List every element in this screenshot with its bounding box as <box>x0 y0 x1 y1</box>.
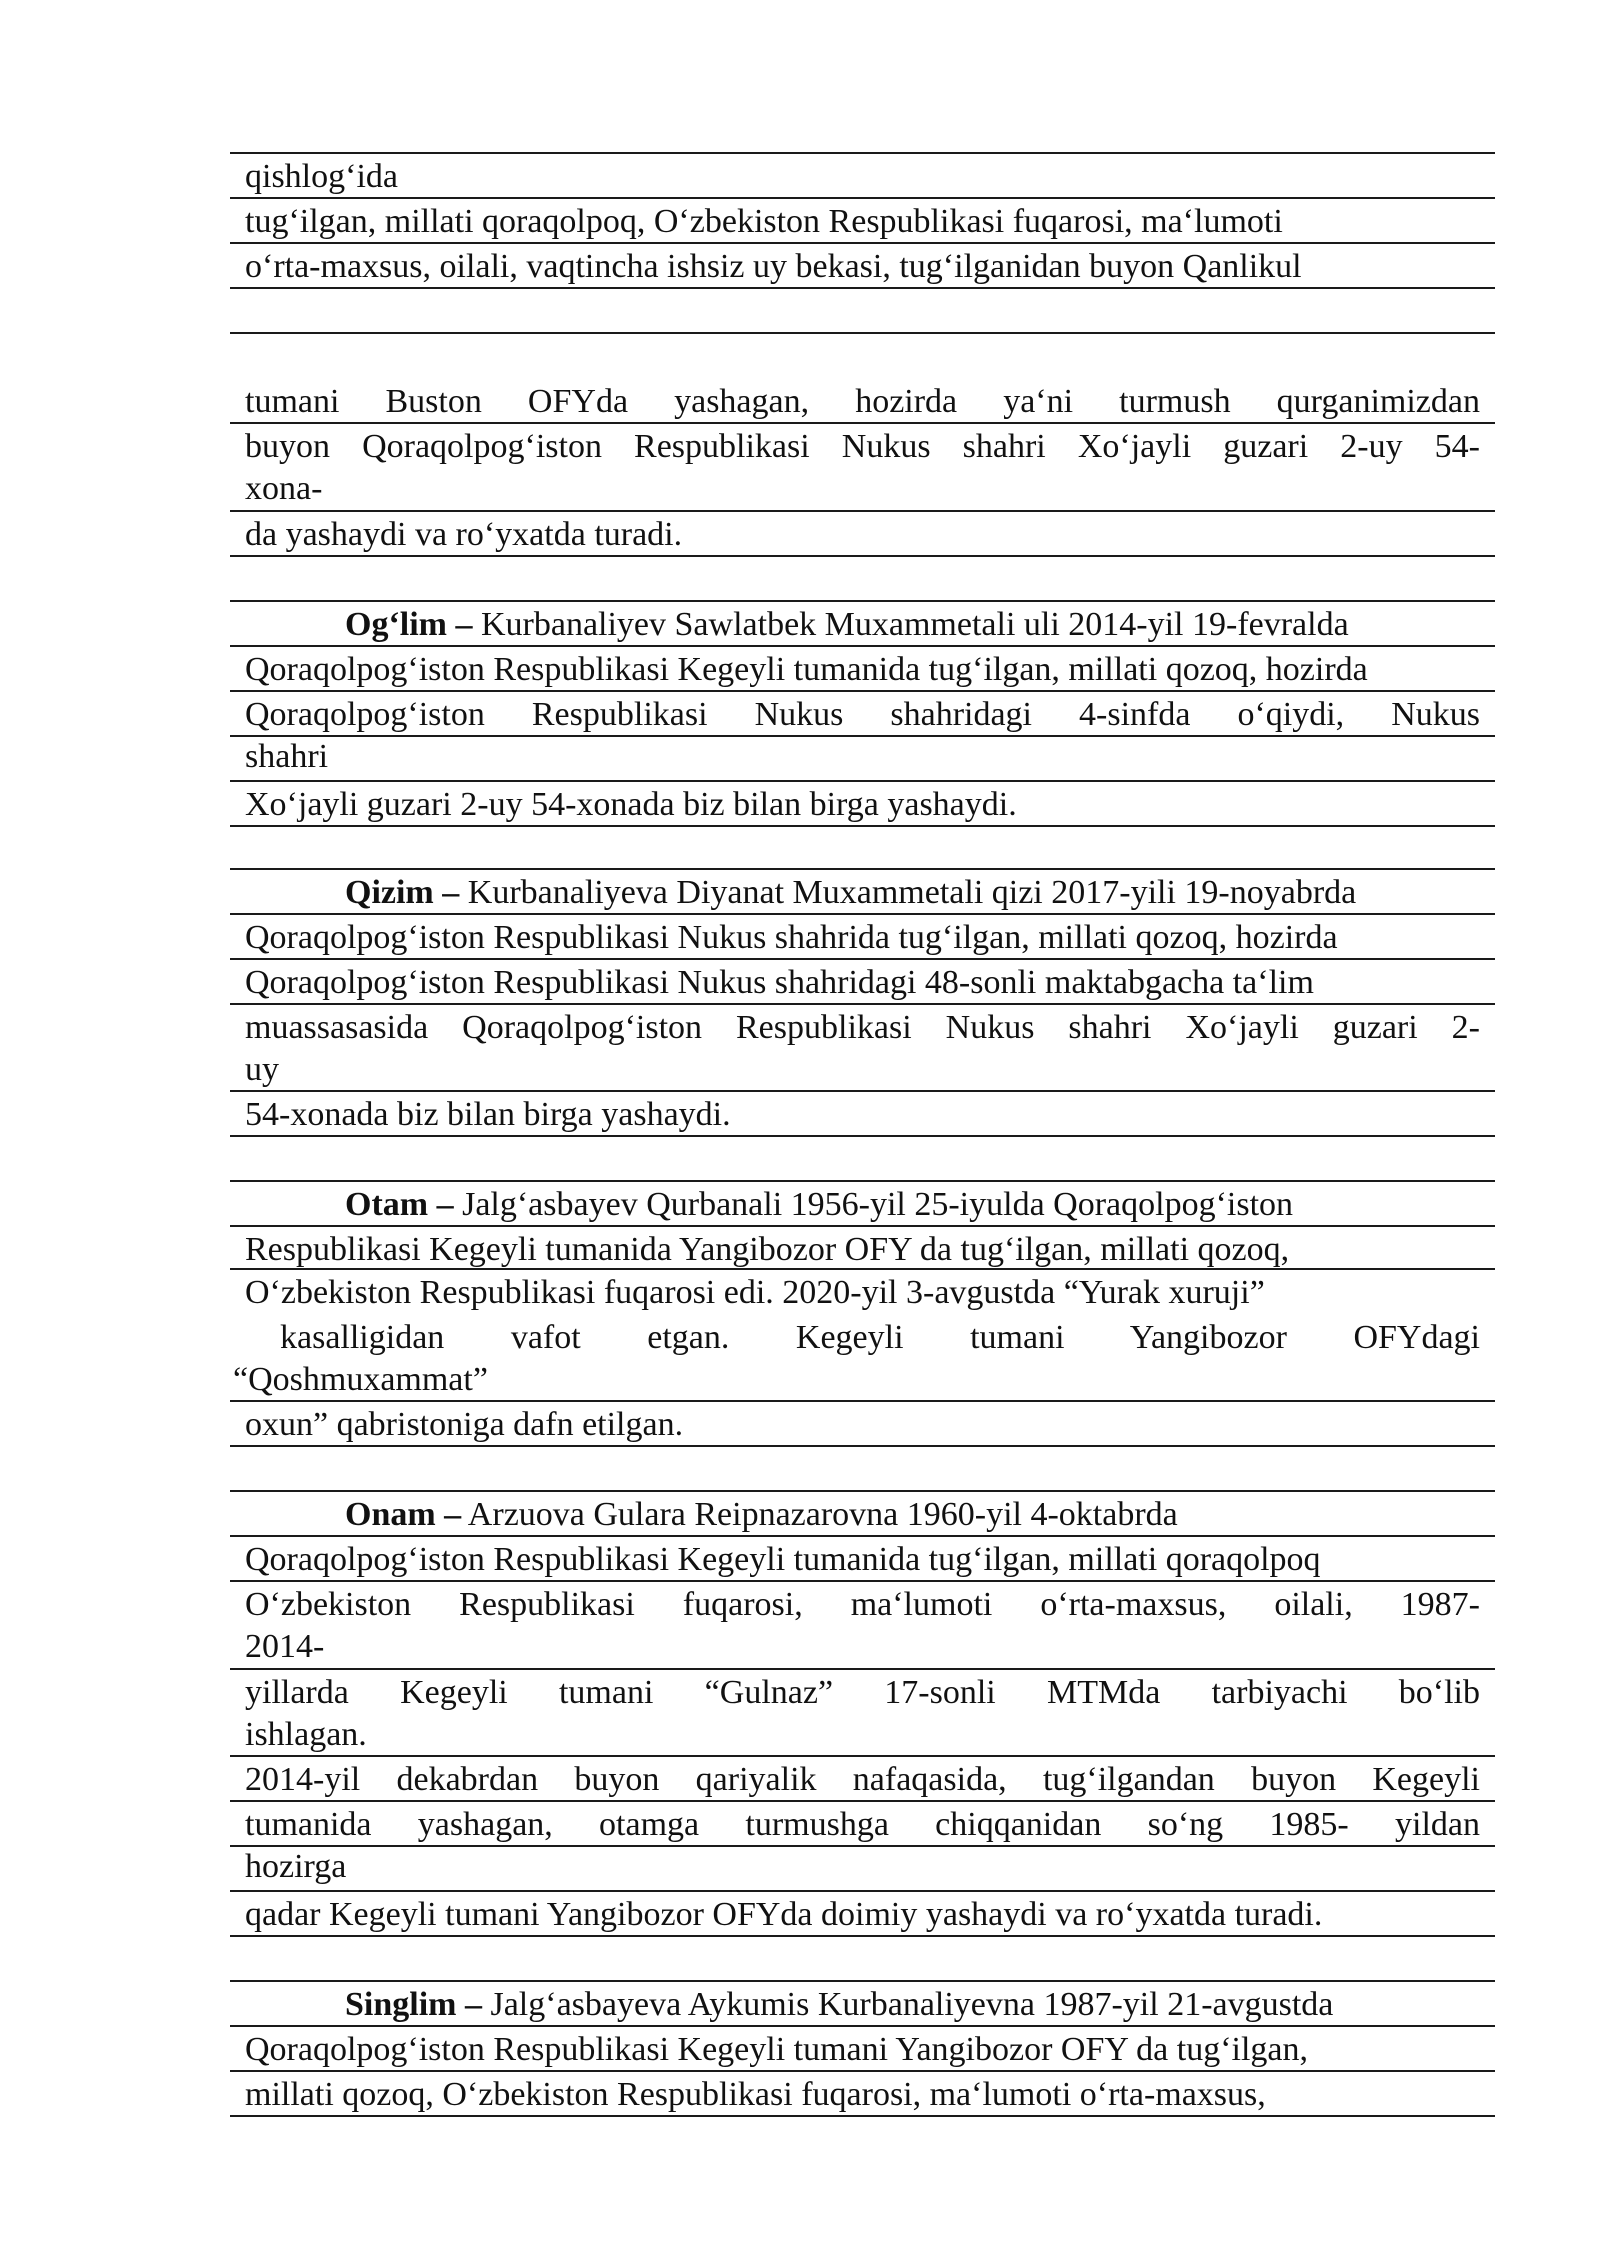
text-line: yillarda Kegeyli tumani “Gulnaz” 17-sonli MTMda tarbiyachi bo‘lib <box>245 1674 1480 1711</box>
text-line: tug‘ilgan, millati qoraqolpoq, O‘zbekiston Respublikasi fuqarosi, ma‘lumoti <box>245 203 1283 240</box>
text-line: shahri <box>245 738 329 775</box>
text-line: qadar Kegeyli tumani Yangibozor OFYda doimiy yashaydi va ro‘yxatda turadi. <box>245 1896 1323 1933</box>
form-rule <box>230 780 1495 782</box>
text-line: 2014- <box>245 1628 325 1665</box>
form-rule <box>230 332 1495 334</box>
mother-heading-line <box>345 1493 1480 1537</box>
text-line: O‘zbekiston Respublikasi fuqarosi edi. 2020-yil 3-avgustda “Yurak xuruji” <box>245 1274 1265 1311</box>
form-rule <box>230 600 1495 602</box>
text-line: “Qoshmuxammat” <box>233 1361 488 1398</box>
sister-label: Singlim – <box>345 1986 482 2023</box>
daughter-heading-line <box>345 871 1480 915</box>
text-line: xona- <box>245 470 323 507</box>
text-line: kasalligidan vafot etgan. Kegeyli tumani Yangibozor OFYdagi <box>280 1319 1480 1356</box>
son-text: Kurbanaliyev Sawlatbek Muxammetali uli 2014-yil 19-fevralda <box>472 606 1349 643</box>
text-line: tumanida yashagan, otamga turmushga chiqqanidan so‘ng 1985- yildan <box>245 1806 1480 1843</box>
form-rule <box>230 152 1495 154</box>
text-line: Qoraqolpog‘iston Respublikasi Kegeyli tumani Yangibozor OFY da tug‘ilgan, <box>245 2031 1309 2068</box>
text-line: Xo‘jayli guzari 2-uy 54-xonada biz bilan birga yashaydi. <box>245 786 1017 823</box>
text-line: hozirga <box>245 1848 347 1885</box>
text-line: Qoraqolpog‘iston Respublikasi Kegeyli tumanida tug‘ilgan, millati qoraqolpoq <box>245 1541 1321 1578</box>
form-rule <box>230 1980 1495 1982</box>
father-text: Jalg‘asbayev Qurbanali 1956-yil 25-iyulda Qoraqolpog‘iston <box>453 1186 1294 1223</box>
father-heading-line <box>345 1183 1480 1227</box>
mother-text: Arzuova Gulara Reipnazarovna 1960-yil 4-oktabrda <box>461 1496 1178 1533</box>
text-line: Respublikasi Kegeyli tumanida Yangibozor OFY da tug‘ilgan, millati qozoq, <box>245 1231 1290 1268</box>
text-line: oxun” qabristoniga dafn etilgan. <box>245 1406 684 1443</box>
text-line: Qoraqolpog‘iston Respublikasi Nukus shahrida tug‘ilgan, millati qozoq, hozirda <box>245 919 1338 956</box>
father-label: Otam – <box>345 1186 454 1223</box>
son-label: Og‘lim – <box>345 606 473 643</box>
text-line: Qoraqolpog‘iston Respublikasi Kegeyli tumanida tug‘ilgan, millati qozoq, hozirda <box>245 651 1368 688</box>
form-rule <box>230 1890 1495 1892</box>
daughter-text: Kurbanaliyeva Diyanat Muxammetali qizi 2017-yili 19-noyabrda <box>459 874 1357 911</box>
text-line: Qoraqolpog‘iston Respublikasi Nukus shahridagi 4-sinfda o‘qiydi, Nukus <box>245 696 1480 733</box>
text-line: 2014-yil dekabrdan buyon qariyalik nafaqasida, tug‘ilgandan buyon Kegeyli <box>245 1761 1480 1798</box>
text-line: millati qozoq, O‘zbekiston Respublikasi fuqarosi, ma‘lumoti o‘rta-maxsus, <box>245 2076 1266 2113</box>
form-rule <box>230 868 1495 870</box>
text-line: O‘zbekiston Respublikasi fuqarosi, ma‘lumoti o‘rta-maxsus, oilali, 1987- <box>245 1586 1480 1623</box>
text-line: ishlagan. <box>245 1716 367 1753</box>
form-rule <box>230 1490 1495 1492</box>
text-line: uy <box>245 1051 279 1088</box>
mother-label: Onam – <box>345 1496 462 1533</box>
text-line: da yashaydi va ro‘yxatda turadi. <box>245 516 683 553</box>
text-line: buyon Qoraqolpog‘iston Respublikasi Nukus shahri Xo‘jayli guzari 2-uy 54- <box>245 428 1480 465</box>
text-line: tumani Buston OFYda yashagan, hozirda ya‘ni turmush qurganimizdan <box>245 383 1480 420</box>
text-line: qishlog‘ida <box>245 158 398 195</box>
form-rule <box>230 1180 1495 1182</box>
text-line: Qoraqolpog‘iston Respublikasi Nukus shahridagi 48-sonli maktabgacha ta‘lim <box>245 964 1314 1001</box>
sister-text: Jalg‘asbayeva Aykumis Kurbanaliyevna 1987-yil 21-avgustda <box>481 1986 1334 2023</box>
son-heading-line <box>345 603 1480 647</box>
text-line: o‘rta-maxsus, oilali, vaqtincha ishsiz uy bekasi, tug‘ilganidan buyon Qanlikul <box>245 248 1302 285</box>
text-line: muassasasida Qoraqolpog‘iston Respublikasi Nukus shahri Xo‘jayli guzari 2- <box>245 1009 1480 1046</box>
sister-heading-line <box>345 1983 1480 2027</box>
text-line: 54-xonada biz bilan birga yashaydi. <box>245 1096 731 1133</box>
daughter-label: Qizim – <box>345 874 460 911</box>
